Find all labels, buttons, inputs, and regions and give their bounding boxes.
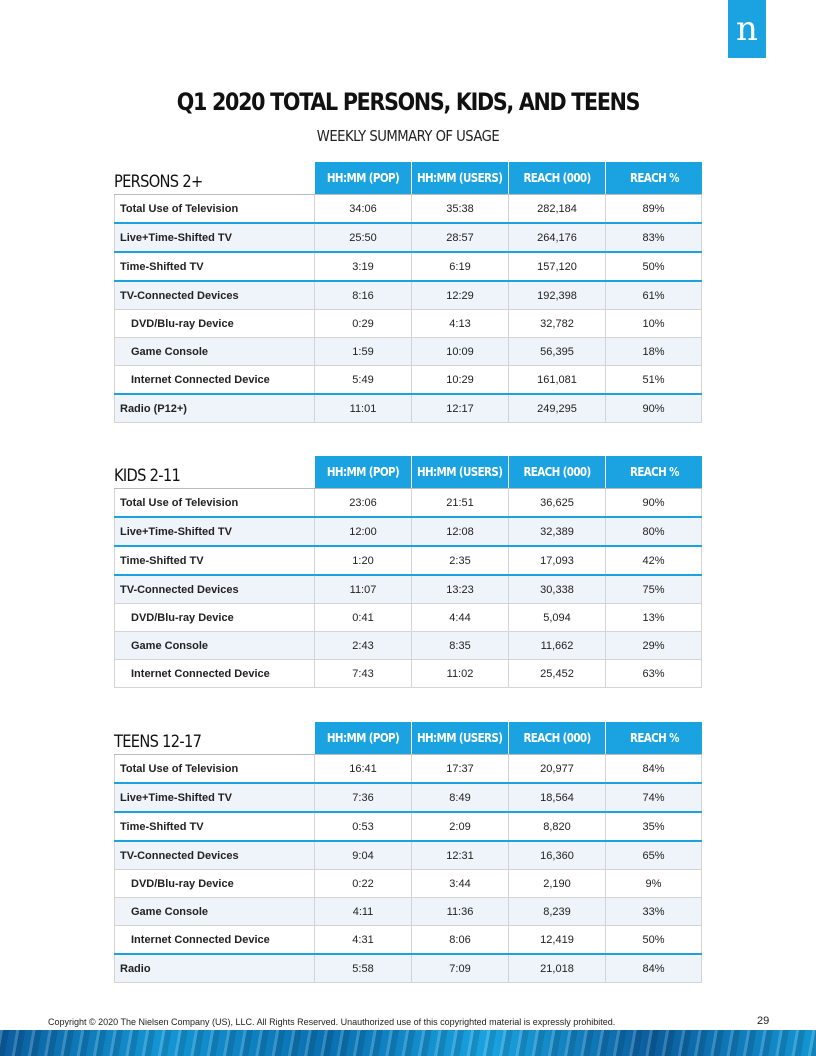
- section-kids: [114, 456, 702, 688]
- row-label: Game Console: [114, 898, 314, 925]
- cell-value: 11:07: [314, 576, 411, 603]
- cell-value: 8:16: [314, 282, 411, 309]
- cell-value: 4:31: [314, 926, 411, 953]
- section-title: KIDS 2-11: [114, 466, 181, 486]
- cell-value: 3:44: [411, 870, 508, 897]
- cell-value: 18%: [605, 338, 702, 365]
- cell-value: 29%: [605, 632, 702, 659]
- row-label: DVD/Blu-ray Device: [114, 870, 314, 897]
- cell-value: 30,338: [508, 576, 605, 603]
- table-row: [114, 310, 702, 338]
- cell-value: 83%: [605, 224, 702, 251]
- column-header-reach-pct: REACH %: [605, 162, 702, 194]
- cell-value: 9%: [605, 870, 702, 897]
- cell-value: 35%: [605, 813, 702, 840]
- cell-value: 17:37: [411, 755, 508, 782]
- column-header-reach-pct: REACH %: [605, 722, 702, 754]
- cell-value: 0:29: [314, 310, 411, 337]
- cell-value: 264,176: [508, 224, 605, 251]
- page-title: Q1 2020 TOTAL PERSONS, KIDS, AND TEENS: [176, 88, 640, 116]
- column-header-hhmm-users: HH:MM (USERS): [411, 456, 508, 488]
- table-row: [114, 224, 702, 253]
- cell-value: 90%: [605, 395, 702, 422]
- cell-value: 5,094: [508, 604, 605, 631]
- cell-value: 20,977: [508, 755, 605, 782]
- row-label: DVD/Blu-ray Device: [114, 310, 314, 337]
- cell-value: 8:06: [411, 926, 508, 953]
- page-subtitle: WEEKLY SUMMARY OF USAGE: [316, 127, 500, 145]
- column-header-hhmm-users: HH:MM (USERS): [411, 722, 508, 754]
- cell-value: 17,093: [508, 547, 605, 574]
- cell-value: 5:58: [314, 955, 411, 982]
- row-label: Internet Connected Device: [114, 660, 314, 687]
- cell-value: 75%: [605, 576, 702, 603]
- row-label: Time-Shifted TV: [114, 813, 314, 840]
- cell-value: 2:35: [411, 547, 508, 574]
- cell-value: 10:29: [411, 366, 508, 393]
- column-header-reach-000: REACH (000): [508, 162, 605, 194]
- row-label: Internet Connected Device: [114, 366, 314, 393]
- table-row: [114, 604, 702, 632]
- cell-value: 12:17: [411, 395, 508, 422]
- cell-value: 2,190: [508, 870, 605, 897]
- cell-value: 35:38: [411, 195, 508, 222]
- table-row: [114, 395, 702, 423]
- cell-value: 157,120: [508, 253, 605, 280]
- cell-value: 12,419: [508, 926, 605, 953]
- cell-value: 36,625: [508, 489, 605, 516]
- table-row: [114, 282, 702, 310]
- cell-value: 1:20: [314, 547, 411, 574]
- cell-value: 7:09: [411, 955, 508, 982]
- column-header-hhmm-users: HH:MM (USERS): [411, 162, 508, 194]
- cell-value: 28:57: [411, 224, 508, 251]
- row-label: TV-Connected Devices: [114, 576, 314, 603]
- row-label: TV-Connected Devices: [114, 282, 314, 309]
- cell-value: 8,820: [508, 813, 605, 840]
- column-header-hhmm-pop: HH:MM (POP): [314, 722, 411, 754]
- section-persons: [114, 162, 702, 423]
- table-row: [114, 366, 702, 395]
- row-label: Game Console: [114, 632, 314, 659]
- row-label: Total Use of Television: [114, 755, 314, 782]
- table-row: [114, 784, 702, 813]
- table-row: [114, 955, 702, 983]
- cell-value: 6:19: [411, 253, 508, 280]
- column-header-reach-000: REACH (000): [508, 456, 605, 488]
- table-row: [114, 755, 702, 784]
- table-row: [114, 518, 702, 547]
- cell-value: 10%: [605, 310, 702, 337]
- cell-value: 12:00: [314, 518, 411, 545]
- cell-value: 25:50: [314, 224, 411, 251]
- table-row: [114, 632, 702, 660]
- row-label: Internet Connected Device: [114, 926, 314, 953]
- cell-value: 2:43: [314, 632, 411, 659]
- cell-value: 8:49: [411, 784, 508, 811]
- cell-value: 11:36: [411, 898, 508, 925]
- cell-value: 56,395: [508, 338, 605, 365]
- cell-value: 7:36: [314, 784, 411, 811]
- cell-value: 4:13: [411, 310, 508, 337]
- cell-value: 192,398: [508, 282, 605, 309]
- section-teens: [114, 722, 702, 983]
- table-row: [114, 195, 702, 224]
- copyright-footer: Copyright © 2020 The Nielsen Company (US), LLC. All Rights Reserved. Unauthorized use of this copyrighted material is expressly prohibited.: [48, 1017, 616, 1027]
- row-label: Time-Shifted TV: [114, 547, 314, 574]
- section-header: [114, 162, 702, 194]
- cell-value: 63%: [605, 660, 702, 687]
- cell-value: 8,239: [508, 898, 605, 925]
- section-header: [114, 456, 702, 488]
- section-header: [114, 722, 702, 754]
- table-row: [114, 870, 702, 898]
- cell-value: 0:53: [314, 813, 411, 840]
- cell-value: 5:49: [314, 366, 411, 393]
- row-label: Game Console: [114, 338, 314, 365]
- cell-value: 51%: [605, 366, 702, 393]
- nielsen-logo: n: [728, 0, 766, 58]
- section-title: PERSONS 2+: [114, 172, 203, 192]
- cell-value: 42%: [605, 547, 702, 574]
- column-header-hhmm-pop: HH:MM (POP): [314, 162, 411, 194]
- cell-value: 23:06: [314, 489, 411, 516]
- cell-value: 11:02: [411, 660, 508, 687]
- row-label: Total Use of Television: [114, 489, 314, 516]
- cell-value: 11,662: [508, 632, 605, 659]
- table-row: [114, 926, 702, 955]
- cell-value: 9:04: [314, 842, 411, 869]
- column-header-hhmm-pop: HH:MM (POP): [314, 456, 411, 488]
- column-header-reach-000: REACH (000): [508, 722, 605, 754]
- row-label: Live+Time-Shifted TV: [114, 518, 314, 545]
- cell-value: 80%: [605, 518, 702, 545]
- cell-value: 84%: [605, 955, 702, 982]
- table-row: [114, 547, 702, 576]
- cell-value: 32,782: [508, 310, 605, 337]
- cell-value: 13:23: [411, 576, 508, 603]
- cell-value: 1:59: [314, 338, 411, 365]
- cell-value: 0:22: [314, 870, 411, 897]
- cell-value: 11:01: [314, 395, 411, 422]
- table-row: [114, 898, 702, 926]
- cell-value: 25,452: [508, 660, 605, 687]
- cell-value: 50%: [605, 926, 702, 953]
- row-label: Live+Time-Shifted TV: [114, 784, 314, 811]
- column-header-reach-pct: REACH %: [605, 456, 702, 488]
- page-number: 29: [757, 1015, 770, 1027]
- cell-value: 12:31: [411, 842, 508, 869]
- table-row: [114, 660, 702, 688]
- cell-value: 18,564: [508, 784, 605, 811]
- decorative-footer-band: [0, 1030, 816, 1056]
- cell-value: 33%: [605, 898, 702, 925]
- cell-value: 32,389: [508, 518, 605, 545]
- cell-value: 2:09: [411, 813, 508, 840]
- table-row: [114, 253, 702, 282]
- cell-value: 16:41: [314, 755, 411, 782]
- cell-value: 50%: [605, 253, 702, 280]
- cell-value: 13%: [605, 604, 702, 631]
- row-label: TV-Connected Devices: [114, 842, 314, 869]
- cell-value: 0:41: [314, 604, 411, 631]
- cell-value: 89%: [605, 195, 702, 222]
- cell-value: 10:09: [411, 338, 508, 365]
- cell-value: 249,295: [508, 395, 605, 422]
- cell-value: 61%: [605, 282, 702, 309]
- table-row: [114, 489, 702, 518]
- row-label: Total Use of Television: [114, 195, 314, 222]
- row-label: Radio: [114, 955, 314, 982]
- cell-value: 4:11: [314, 898, 411, 925]
- table-row: [114, 813, 702, 842]
- cell-value: 21:51: [411, 489, 508, 516]
- cell-value: 282,184: [508, 195, 605, 222]
- row-label: DVD/Blu-ray Device: [114, 604, 314, 631]
- cell-value: 4:44: [411, 604, 508, 631]
- row-label: Live+Time-Shifted TV: [114, 224, 314, 251]
- cell-value: 8:35: [411, 632, 508, 659]
- table-row: [114, 842, 702, 870]
- row-label: Time-Shifted TV: [114, 253, 314, 280]
- cell-value: 65%: [605, 842, 702, 869]
- cell-value: 161,081: [508, 366, 605, 393]
- cell-value: 12:29: [411, 282, 508, 309]
- cell-value: 84%: [605, 755, 702, 782]
- cell-value: 21,018: [508, 955, 605, 982]
- table-row: [114, 576, 702, 604]
- cell-value: 90%: [605, 489, 702, 516]
- table-row: [114, 338, 702, 366]
- row-label: Radio (P12+): [114, 395, 314, 422]
- cell-value: 34:06: [314, 195, 411, 222]
- cell-value: 16,360: [508, 842, 605, 869]
- cell-value: 12:08: [411, 518, 508, 545]
- cell-value: 7:43: [314, 660, 411, 687]
- cell-value: 74%: [605, 784, 702, 811]
- section-title: TEENS 12-17: [114, 732, 202, 752]
- cell-value: 3:19: [314, 253, 411, 280]
